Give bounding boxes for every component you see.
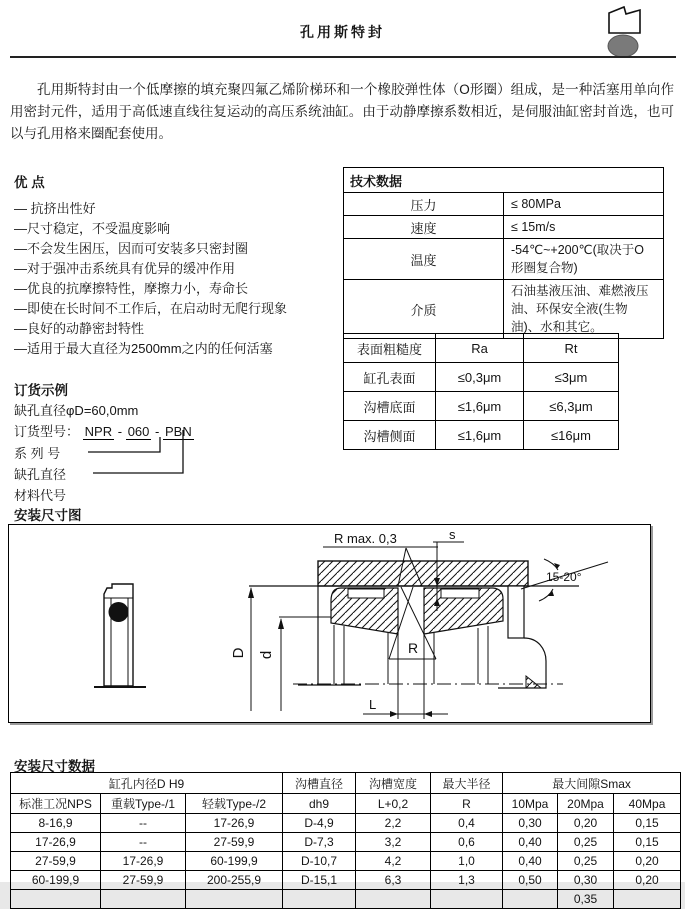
dim-cell: D-4,9 — [283, 814, 356, 833]
ordering-heading: 订货示例 — [14, 383, 68, 398]
roughness-rt: ≤16μm — [524, 421, 619, 450]
advantages-section — [14, 171, 344, 359]
dim-sub-header-row — [11, 794, 681, 814]
dim-table-row — [11, 871, 681, 890]
order-leader-lines — [80, 425, 200, 481]
dim-sub-header: 重载Type-/1 — [101, 794, 186, 814]
dim-cell: D-10,7 — [283, 852, 356, 871]
roughness-surface: 沟槽底面 — [344, 392, 436, 421]
dim-cell: 1,3 — [431, 871, 503, 890]
dim-cell: 2,2 — [356, 814, 431, 833]
dim-cell — [614, 890, 681, 909]
dim-cell — [431, 890, 503, 909]
roughness-table — [343, 333, 618, 450]
roughness-rt: ≤6,3μm — [524, 392, 619, 421]
dim-group-header: 缸孔内径D H9 — [11, 773, 283, 794]
advantages-heading: 优 点 — [14, 175, 45, 190]
dim-sub-header: L+0,2 — [356, 794, 431, 814]
roughness-header: Rt — [524, 334, 619, 363]
tech-table-row — [344, 280, 664, 339]
tech-table-row — [344, 216, 664, 239]
dim-cell: 27-59,9 — [186, 833, 283, 852]
dim-cell: 17-26,9 — [186, 814, 283, 833]
roughness-ra: ≤1,6μm — [436, 421, 524, 450]
material-code: PBN — [164, 424, 192, 439]
advantage-item: —即使在长时间不工作后，在启动时无爬行现象 — [14, 301, 288, 316]
advantages-list — [14, 199, 344, 359]
legend-series: 系 列 号 — [14, 446, 61, 461]
code-separator: - — [117, 424, 123, 439]
dim-cell: 0,50 — [503, 871, 558, 890]
dimension-table — [10, 772, 680, 909]
roughness-body — [344, 363, 619, 450]
dim-cell — [186, 890, 283, 909]
roughness-header-row — [344, 334, 619, 363]
company-logo-icon — [596, 5, 652, 59]
dim-cell: 8-16,9 — [11, 814, 101, 833]
dim-cell: -- — [101, 833, 186, 852]
tech-row-value: ≤ 15m/s — [504, 216, 664, 239]
dim-cell: 0,6 — [431, 833, 503, 852]
dim-cell — [503, 890, 558, 909]
dim-cell — [101, 890, 186, 909]
roughness-surface: 沟槽侧面 — [344, 421, 436, 450]
dim-group-header: 沟槽宽度 — [356, 773, 431, 794]
header-divider — [10, 56, 676, 58]
dim-cell: 1,0 — [431, 852, 503, 871]
advantage-item: —不会发生困压，因而可安装多只密封圈 — [14, 241, 249, 256]
roughness-header: 表面粗糙度 — [344, 334, 436, 363]
dim-cell: D-7,3 — [283, 833, 356, 852]
dim-cell: 0,20 — [614, 871, 681, 890]
dim-table-row — [11, 833, 681, 852]
dim-sub-header: R — [431, 794, 503, 814]
tech-row-value: ≤ 80MPa — [504, 193, 664, 216]
dim-cell: 0,35 — [558, 890, 614, 909]
dimension-d — [258, 617, 331, 711]
L-dimension — [363, 655, 448, 719]
dim-group-header: 最大半径 — [431, 773, 503, 794]
roughness-row — [344, 392, 619, 421]
dim-cell: -- — [101, 814, 186, 833]
legend-material: 材料代号 — [14, 488, 67, 503]
dim-cell: 17-26,9 — [11, 833, 101, 852]
svg-text:s: s — [449, 527, 456, 542]
tech-table-row — [344, 239, 664, 280]
dim-sub-header: 轻载Type-/2 — [186, 794, 283, 814]
dim-cell: 0,40 — [503, 833, 558, 852]
dim-cell: 0,30 — [503, 814, 558, 833]
svg-text:15-20°: 15-20° — [546, 570, 582, 584]
roughness-header: Ra — [436, 334, 524, 363]
dim-cell — [283, 890, 356, 909]
chamfer-angle-callout — [521, 559, 608, 601]
dim-cell — [356, 890, 431, 909]
dim-cell: 3,2 — [356, 833, 431, 852]
ordering-model-prefix: 订货型号： — [14, 424, 80, 439]
series-code: NPR — [84, 424, 113, 439]
o-ring — [109, 602, 129, 622]
ordering-bore-diameter: 缺孔直径φD=60,0mm — [14, 403, 139, 418]
dim-group-header-row — [11, 773, 681, 794]
dim-cell: 60-199,9 — [186, 852, 283, 871]
svg-text:D: D — [230, 647, 247, 659]
roughness-ra: ≤1,6μm — [436, 392, 524, 421]
dim-cell: 0,25 — [558, 833, 614, 852]
advantage-item: —尺寸稳定，不受温度影响 — [14, 221, 171, 236]
tech-row-label: 压力 — [344, 193, 504, 216]
roughness-surface: 缸孔表面 — [344, 363, 436, 392]
tech-table-row — [344, 193, 664, 216]
svg-text:d: d — [258, 650, 275, 660]
dim-cell — [11, 890, 101, 909]
legend-bore-diameter: 缺孔直径 — [14, 467, 67, 482]
dimension-table-heading: 安装尺寸数据 — [14, 759, 95, 774]
tech-table-title: 技术数据 — [344, 168, 664, 193]
dim-table-row — [11, 890, 681, 909]
seal-profile — [94, 584, 146, 687]
tech-row-label: 速度 — [344, 216, 504, 239]
svg-text:L: L — [369, 697, 377, 712]
dim-cell: 17-26,9 — [101, 852, 186, 871]
dim-group-header: 沟槽直径 — [283, 773, 356, 794]
dim-sub-header: 20Mpa — [558, 794, 614, 814]
dim-table-row — [11, 852, 681, 871]
tech-row-label: 介质 — [344, 280, 504, 339]
dim-table-row — [11, 814, 681, 833]
dim-sub-header: dh9 — [283, 794, 356, 814]
tech-row-value: 石油基液压油、难燃液压油、环保安全液(生物油)、水和其它。 — [504, 280, 664, 339]
roughness-row — [344, 421, 619, 450]
advantage-item: —良好的动静密封特性 — [14, 321, 145, 336]
code-separator: - — [155, 424, 160, 439]
advantage-item: —优良的抗摩擦特性，摩擦力小，寿命长 — [14, 281, 249, 296]
dim-cell: 0,25 — [558, 852, 614, 871]
dim-cell: 0,20 — [614, 852, 681, 871]
advantage-item: —适用于最大直径为2500mm之内的任何活塞 — [14, 341, 273, 356]
dim-cell: 0,15 — [614, 833, 681, 852]
installation-drawing — [9, 525, 650, 722]
dim-cell: 60-199,9 — [11, 871, 101, 890]
dim-cell: 4,2 — [356, 852, 431, 871]
dim-cell: 0,15 — [614, 814, 681, 833]
advantage-item: — 抗挤出性好 — [14, 201, 96, 216]
dim-cell: 200-255,9 — [186, 871, 283, 890]
dim-cell: D-15,1 — [283, 871, 356, 890]
svg-text:R: R — [407, 640, 419, 656]
dim-sub-header: 标准工况NPS — [11, 794, 101, 814]
dim-table-body — [11, 814, 681, 909]
svg-text:R max. 0,3: R max. 0,3 — [334, 531, 397, 546]
dimension-D — [230, 587, 254, 711]
dim-cell: 0,4 — [431, 814, 503, 833]
dim-cell: 0,20 — [558, 814, 614, 833]
installation-figure — [8, 524, 651, 723]
dim-group-header: 最大间隙Smax — [503, 773, 681, 794]
cylinder-wall — [249, 561, 579, 586]
dim-cell: 0,30 — [558, 871, 614, 890]
tech-row-label: 温度 — [344, 239, 504, 280]
page-title: 孔用斯特封 — [300, 24, 385, 40]
dim-cell: 27-59,9 — [11, 852, 101, 871]
advantage-item: —对于强冲击系统具有优异的缓冲作用 — [14, 261, 236, 276]
dim-cell: 0,40 — [503, 852, 558, 871]
dim-sub-header: 10Mpa — [503, 794, 558, 814]
technical-data-table — [343, 167, 664, 339]
diameter-code: 060 — [127, 424, 150, 439]
roughness-rt: ≤3μm — [524, 363, 619, 392]
tech-row-value: -54℃~+200℃(取决于O形圈复合物) — [504, 239, 664, 280]
piston-assembly — [293, 586, 563, 688]
roughness-row — [344, 363, 619, 392]
dim-sub-header: 40Mpa — [614, 794, 681, 814]
intro-paragraph: 孔用斯特封由一个低摩擦的填充聚四氟乙烯阶梯环和一个橡胶弹性体（O形圈）组成，是一种活塞用单向作用密封元件，适用于高低速直线往复运动的高压系统油缸。由于动静摩擦系数相近，是伺服油缸密封首选，也可以与孔用格来圈配套使用。 — [10, 82, 674, 141]
dim-cell: 27-59,9 — [101, 871, 186, 890]
roughness-ra: ≤0,3μm — [436, 363, 524, 392]
tech-table-body — [344, 193, 664, 339]
dim-cell: 6,3 — [356, 871, 431, 890]
figure-heading: 安装尺寸图 — [14, 508, 82, 523]
